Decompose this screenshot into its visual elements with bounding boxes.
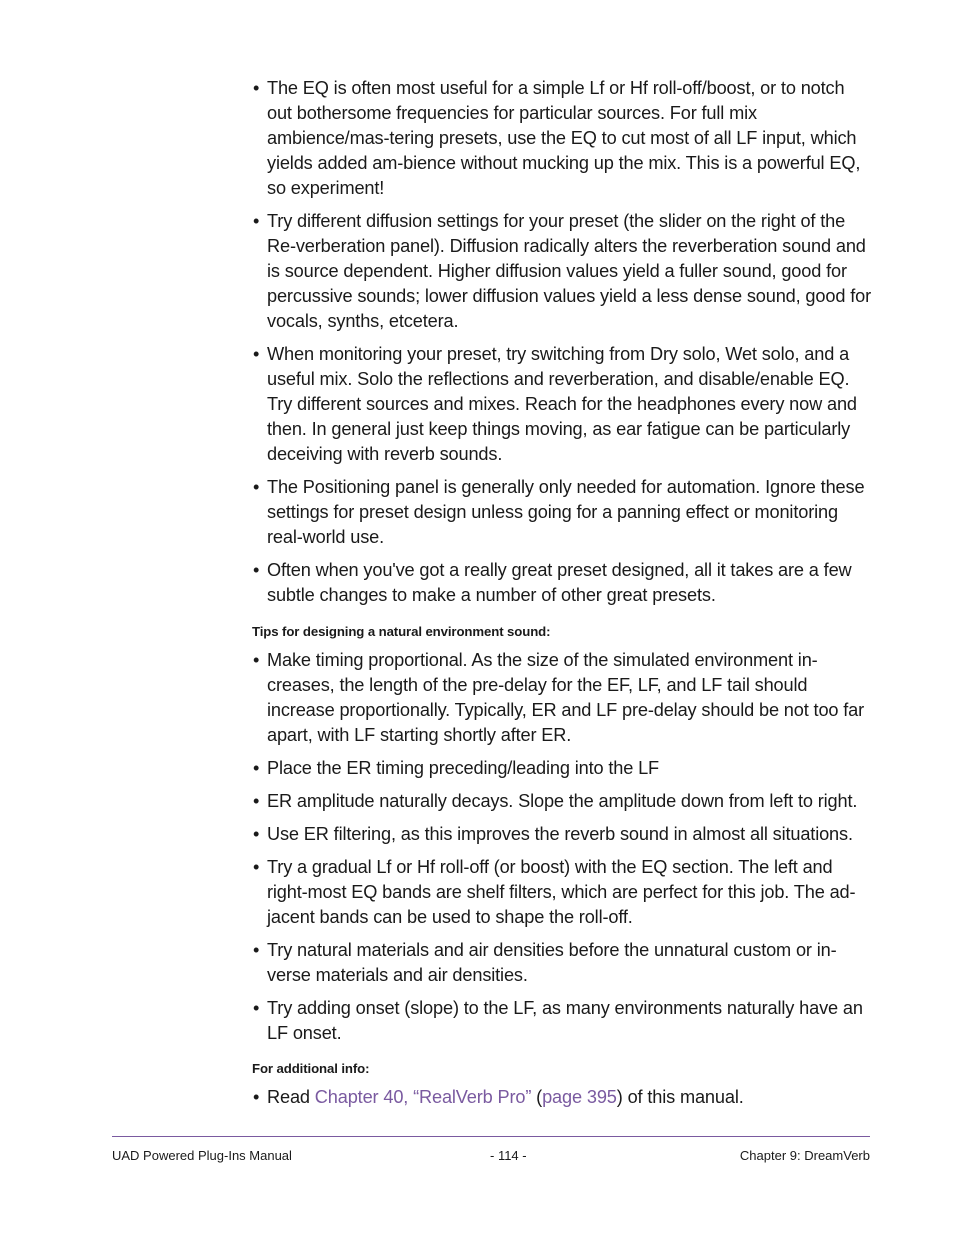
bullet-text: Try a gradual Lf or Hf roll-off (or boost) with the EQ section. The left and right-most EQ bands are shelf filters, which are perfect for this job. The ad-jacent bands can be used to shape the roll-off.	[267, 857, 856, 927]
bullet-dot: •	[253, 758, 260, 778]
open-paren: (	[531, 1087, 543, 1107]
bullet-text: Try natural materials and air densities before the unnatural custom or in-verse materials and air densities.	[267, 940, 837, 985]
bullet-er-filtering-tip	[252, 822, 874, 847]
bullet-dot: •	[253, 344, 260, 364]
bullet-text: The EQ is often most useful for a simple Lf or Hf roll-off/boost, or to notch out bothersome frequencies for particular sources. For full mix ambience/mas-tering presets, use the EQ to cut most of all LF input, which yields added am-bience without mucking up the mix. This is a powerful EQ, so experiment!	[267, 78, 861, 198]
bullet-text: ER amplitude naturally decays. Slope the amplitude down from left to right.	[267, 791, 858, 811]
footer-page-number: - 114 -	[490, 1148, 527, 1163]
bullet-positioning-tip	[252, 475, 874, 550]
bullet-onset-tip	[252, 996, 874, 1046]
footer-chapter-title: Chapter 9: DreamVerb	[739, 1148, 870, 1163]
heading-natural-environment: Tips for designing a natural environment sound:	[252, 624, 551, 639]
read-prefix: Read	[267, 1087, 315, 1107]
bullet-diffusion-tip	[252, 209, 874, 334]
bullet-text: Try adding onset (slope) to the LF, as many environments naturally have an LF onset.	[267, 998, 863, 1043]
bullet-text: The Positioning panel is generally only needed for automation. Ignore these settings for preset design unless going for a panning effect or monitoring real-world use.	[267, 477, 865, 547]
bullet-eq-tip	[252, 76, 874, 201]
bullet-dot: •	[253, 1087, 260, 1107]
chapter-40-link[interactable]: Chapter 40, “RealVerb Pro”	[314, 1087, 532, 1107]
bullet-text: Use ER filtering, as this improves the reverb sound in almost all situations.	[267, 824, 853, 844]
bullet-dot: •	[253, 477, 260, 497]
bullet-text: Often when you've got a really great preset designed, all it takes are a few subtle changes to make a number of other great presets.	[267, 560, 852, 605]
bullet-preset-tip	[252, 558, 874, 608]
bullet-monitoring-tip	[252, 342, 874, 467]
bullet-dot: •	[253, 650, 260, 670]
bullet-rolloff-tip	[252, 855, 874, 930]
bullet-er-timing-tip	[252, 756, 874, 781]
bullet-dot: •	[253, 824, 260, 844]
bullet-dot: •	[253, 78, 260, 98]
bullet-timing-tip	[252, 648, 874, 748]
bullet-dot: •	[253, 940, 260, 960]
bullet-text: Try different diffusion settings for your preset (the slider on the right of the Re-verberation panel). Diffusion radically alters the reverberation sound and is source dependent. Higher diffusion values yield a fuller sound, good for percussive sounds; lower diffusion values yield a less dense sound, good for vocals, synths, etcetera.	[267, 211, 871, 331]
page-content	[252, 76, 874, 1118]
bullet-dot: •	[253, 211, 260, 231]
bullet-materials-tip	[252, 938, 874, 988]
bullet-text: Make timing proportional. As the size of the simulated environment in-creases, the length of the pre-delay for the EF, LF, and LF tail should increase proportionally. Typically, ER and LF pre-delay should be not too far apart, with LF starting shortly after ER.	[267, 650, 865, 745]
bullet-text: Place the ER timing preceding/leading into the LF	[267, 758, 660, 778]
bullet-dot: •	[253, 791, 260, 811]
bullet-dot: •	[253, 998, 260, 1018]
footer-divider	[112, 1136, 870, 1137]
page-395-link[interactable]: page 395	[542, 1087, 617, 1107]
bullet-read-chapter	[252, 1085, 874, 1110]
heading-additional-info: For additional info:	[252, 1061, 370, 1076]
read-suffix: ) of this manual.	[616, 1087, 744, 1107]
bullet-dot: •	[253, 857, 260, 877]
bullet-er-amplitude-tip	[252, 789, 874, 814]
footer-manual-title: UAD Powered Plug-Ins Manual	[112, 1148, 292, 1163]
bullet-text: When monitoring your preset, try switching from Dry solo, Wet solo, and a useful mix. Solo the reflections and reverberation, and disable/enable EQ. Try different sources and mixes. Reach for the headphones every now and then. In general just keep things moving, as ear fatigue can be particularly deceiving with reverb sounds.	[267, 344, 857, 464]
bullet-dot: •	[253, 560, 260, 580]
